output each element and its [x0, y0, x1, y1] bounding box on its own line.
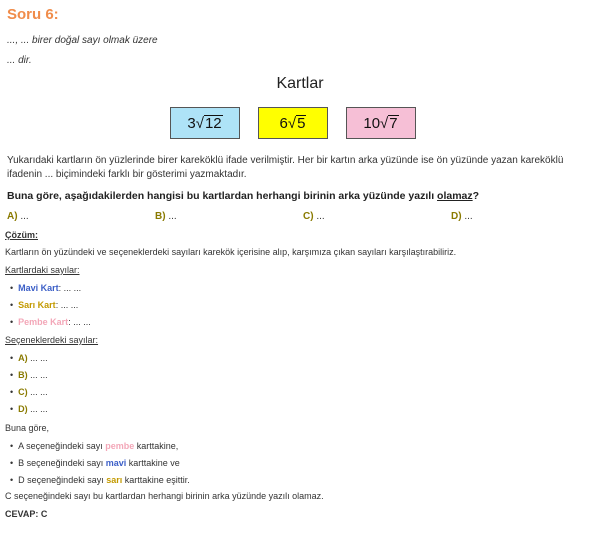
card-yellow	[258, 107, 328, 139]
solution-intro: Kartların ön yüzündeki ve seçeneklerdeki sayıları karekök içerisine alıp, karşımıza çıkan sayıları karşılaştırabiliriz.	[5, 247, 457, 257]
question-title: Soru 6:	[7, 6, 59, 23]
conclusion-b-post: karttakine ve	[126, 458, 180, 468]
given-line-2: ... dir.	[7, 55, 32, 66]
conclusion-d-pre: D seçeneğindeki sayı	[18, 475, 107, 485]
option-item-b-name: B)	[18, 370, 28, 380]
option-item-a-rest: ... ...	[27, 353, 48, 363]
conclusion-b-pre: B seçeneğindeki sayı	[18, 458, 106, 468]
option-c-label: C)	[303, 211, 314, 222]
paragraph-line-1: Yukarıdaki kartların ön yüzlerinde birer kareköklü ifade verilmiştir. Her bir kartın arka yüzünde ise ön yüzünde yazan kareköklü	[7, 155, 564, 166]
conclusion-a-color: pembe	[105, 441, 135, 451]
option-c-value: ...	[316, 211, 325, 222]
card-item-pink-name: Pembe Kart	[18, 317, 69, 327]
option-d-label: D)	[451, 211, 462, 222]
sqrt-icon: √	[195, 114, 204, 132]
conclusion-d-post: karttakine eşittir.	[122, 475, 190, 485]
conclusion-a-pre: A seçeneğindeki sayı	[18, 441, 106, 451]
conclusion-d-color: sarı	[106, 475, 123, 485]
sqrt-icon: √	[380, 114, 389, 132]
card-pink-radicand: 7	[389, 115, 398, 132]
option-d[interactable]	[451, 211, 473, 222]
option-item-b-rest: ... ...	[27, 370, 48, 380]
options-section-label: Seçeneklerdeki sayılar:	[5, 335, 99, 345]
paragraph-line-2: ifadenin ... biçimindeki farklı bir gösterimi yazmaktadır.	[7, 169, 247, 180]
sqrt-icon: √	[287, 114, 297, 132]
solution-heading: Çözüm:	[5, 230, 38, 240]
card-pink-coef: 10	[363, 114, 381, 132]
card-blue-radicand: 12	[204, 115, 222, 132]
conclusion-item-a	[10, 441, 178, 451]
cards-section-label: Kartlardaki sayılar:	[5, 265, 80, 275]
option-item-c-name: C)	[18, 387, 28, 397]
card-blue	[170, 107, 240, 139]
question-end: ?	[472, 190, 480, 202]
option-d-value: ...	[464, 211, 473, 222]
card-pink	[346, 107, 416, 139]
option-a-value: ...	[20, 211, 29, 222]
card-item-blue-name: Mavi Kart	[18, 283, 59, 293]
conclusion-intro: Buna göre,	[5, 423, 50, 433]
option-a[interactable]	[7, 211, 29, 222]
conclusion-a-post: karttakine,	[134, 441, 179, 451]
conclusion-item-b	[10, 458, 180, 468]
question-main: Buna göre, aşağıdakilerden hangisi bu kartlardan herhangi birinin arka yüzünde yazılı	[7, 190, 435, 202]
card-item-yellow	[10, 300, 78, 310]
card-yellow-radicand: 5	[297, 115, 306, 132]
cards-title: Kartlar	[276, 75, 324, 92]
given-line-1: ..., ... birer doğal sayı olmak üzere	[7, 35, 158, 46]
option-b-value: ...	[168, 211, 177, 222]
card-item-pink	[10, 317, 91, 327]
card-item-yellow-rest: : ... ...	[55, 300, 79, 310]
option-item-c	[10, 387, 48, 397]
option-a-label: A)	[7, 211, 18, 222]
card-item-pink-rest: : ... ...	[68, 317, 91, 327]
card-yellow-coef: 6	[279, 114, 288, 132]
card-item-blue	[10, 283, 81, 293]
answer: CEVAP: C	[5, 509, 48, 519]
option-item-c-rest: ... ...	[27, 387, 48, 397]
card-blue-coef: 3	[187, 114, 196, 132]
card-item-blue-rest: : ... ...	[58, 283, 82, 293]
conclusion-item-d	[10, 475, 190, 485]
option-item-a	[10, 353, 48, 363]
option-c[interactable]	[303, 211, 325, 222]
card-item-yellow-name: Sarı Kart	[18, 300, 56, 310]
option-item-d-name: D)	[18, 404, 28, 414]
final-statement: C seçeneğindeki sayı bu kartlardan herhangi birinin arka yüzünde yazılı olamaz.	[5, 491, 324, 501]
option-b-label: B)	[155, 211, 166, 222]
option-item-d-rest: ... ...	[27, 404, 48, 414]
option-item-b	[10, 370, 48, 380]
option-item-a-name: A)	[18, 353, 28, 363]
conclusion-b-color: mavi	[105, 458, 127, 468]
option-b[interactable]	[155, 211, 177, 222]
option-item-d	[10, 404, 48, 414]
question-text	[7, 190, 479, 202]
question-emphasis: olamaz	[437, 190, 473, 202]
